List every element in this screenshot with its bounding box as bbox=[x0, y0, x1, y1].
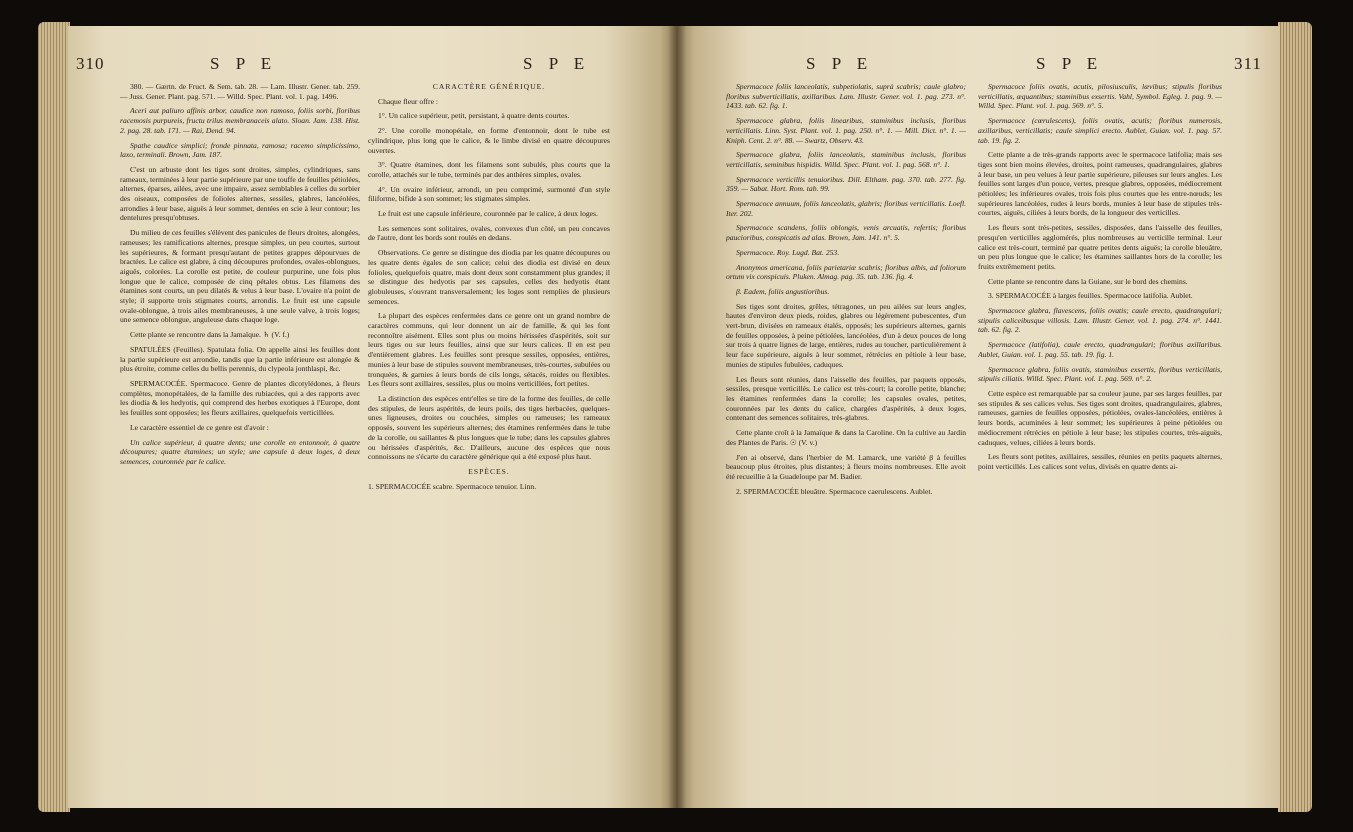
species-heading: ESPÈCES. bbox=[468, 466, 510, 476]
generic-character-heading: CARACTÈRE GÉNÉRIQUE. bbox=[432, 82, 546, 91]
paragraph: 1°. Un calice supérieur, petit, persistant, à quatre dents courtes. bbox=[378, 111, 570, 121]
left-page-number: 310 bbox=[76, 54, 105, 73]
right-head-title-1: S P E bbox=[806, 54, 874, 73]
paragraph: Les fleurs sont réunies, dans l'aisselle des feuilles, par paquets opposés, sessiles, presque verticillés. Le calice est très-court; la corolle petite, blanche; les étamines renfermées dans la corolle; les capsules ovales, petites, couronnées par les dents du calice, chargées d'aspérités, à deux loges, contenant des semences solitaires, très-glabres. bbox=[726, 374, 966, 423]
paragraph: Spermacoce annuum, foliis lanceolatis, glabris; floribus verticillatis. Loefl. Iter. 202. bbox=[726, 199, 966, 218]
paragraph: Spermacoce glabra, foliis lanceolatis, staminibus inclusis, floribus verticillatis, seminibus hispidis. Willd. Spec. Plant. vol. 1. pag. 568. n°. 1. bbox=[726, 150, 966, 169]
paragraph: Spermacoce foliis lanceolatis, subpetiolatis, suprà scabris; caule glabro; floribus subverticillatis, axillaribus. Lam. Illustr. Gener. vol. 1. pag. 273. n°. 1433. tab. 62. fig. 1. bbox=[726, 82, 966, 111]
paragraph: La plupart des espèces renfermées dans ce genre ont un grand nombre de caractères communs, qui leur donnent un air de famille, & qui les font reconnoître aisément. Elles sont plus ou moins hérissées d'aspérités, soit sur leurs tiges ou sur leurs feuilles, ainsi que sur leurs calices. Il en est peu d'entièrement glabres. Les feuilles sont presque sessiles, opposées, entières, munies à leur base de stipules souvent membraneuses, très-courtes, subulées ou tronquées, & garnies à leurs bords de cils longs, sétacés, roides ou flexibles. Les fleurs sont axillaires, sessiles, plus ou moins verticillées, fort petites. bbox=[368, 311, 610, 389]
left-running-head bbox=[68, 54, 668, 78]
paragraph: Spathe caudice simplici; fronde pinnata, ramosa; racemo simplicissimo, laxo, terminali. Brown, Jam. 187. bbox=[120, 140, 360, 160]
paragraph: Spermacoce foliis ovatis, acutis, pilosiusculis, lævibus; stipulis floribus verticillatis, æquantibus; staminibus exsertis. Vahl, Symbol. Egleg. 1. pag. 9. — Willd. Spec. Plant. vol. 1. pag. 569. n°. 5. bbox=[978, 82, 1222, 111]
right-column-2 bbox=[978, 82, 1222, 794]
paragraph: Spermacoce scandens, foliis oblongis, venis arcuatis, refertis; floribus paucioribus, conspicatis ad alas. Brown, Jam. 141. n°. 5. bbox=[726, 223, 966, 243]
left-head-title-1: S P E bbox=[210, 54, 278, 73]
paragraph: C'est un arbuste dont les tiges sont droites, simples, cylindriques, sans rameaux, terminées à leur partie supérieure par une touffe de feuilles pétiolées, alternes, éparses, ailées, avec une impaire, assez semblables à celles du sorbier des oiseaux, composées de folioles alternes, sessiles, glabres, lancéolées, arrondies à leur base, aiguës à leur sommet, dentées en scie à leur contour; les dentelures presqu'obtuses. bbox=[120, 164, 360, 223]
paragraph: SPERMACOCÉE. Spermacoce. Genre de plantes dicotylédones, à fleurs complètes, monopétalées, de la famille des rubiacées, qui a des rapports avec les diodia & les hedyotis, qui comprend des herbes exotiques à l'Europe, dont les feuilles sont opposées; les fleurs axillaires, quelquefois verticillées. bbox=[120, 378, 360, 418]
left-column-2 bbox=[368, 82, 610, 794]
paragraph: 4°. Un ovaire inférieur, arrondi, un peu comprimé, surmonté d'un style filiforme, bifide à son sommet; les stigmates simples. bbox=[368, 184, 610, 204]
book-gutter bbox=[668, 26, 686, 808]
paragraph: Le caractère essentiel de ce genre est d'avoir : bbox=[130, 422, 269, 432]
paragraph: Cette plante se rencontre dans la Guiane, sur le bord des chemins. bbox=[988, 276, 1188, 286]
paragraph: Spermacoce glabra, foliis ovatis, staminibus exsertis, floribus verticillatis, stipulis ciliatis. Willd. Spec. Plant. vol. 1. pag. 569. n°. 2. bbox=[978, 364, 1222, 384]
right-page bbox=[676, 26, 1280, 808]
paragraph: β. Eadem, foliis angustioribus. bbox=[736, 286, 830, 296]
left-page bbox=[68, 26, 678, 808]
paragraph: Aceri aut paliuro affinis arbor, caudice non ramoso, foliis sorbi, floribus racemosis purpureis, fructu trilus membranaceis alato. Sloan. Jam. 138. Hist. 2. pag. 28. tab. 171. — Rai, Dend. 94. bbox=[120, 106, 360, 135]
paragraph: Ses tiges sont droites, grêles, tétragones, un peu ailées sur leurs angles, hautes d'environ deux pieds, roides, glabres ou légèrement pubescentes, d'un vert-brun, divisées en rameaux étalés, opposés; les supérieurs alternes, garnis de feuilles opposées, à peine pétiolées, lancéolées, d'un à deux pouces de long sur trois à quatre lignes de large, entières, rudes au toucher, particulièrement à leur face supérieure, aiguës à leur sommet, rétrécies en pétiole à leur base, munies de stipules fubulées, caduques. bbox=[726, 301, 966, 369]
paragraph: 2°. Une corolle monopétale, en forme d'entonnoir, dont le tube est cylindrique, plus long que le calice, & le limbe divisé en quatre découpures ouvertes. bbox=[368, 126, 610, 155]
paragraph: Cette plante a de très-grands rapports avec le spermacoce latifolia; mais ses tiges sont bien moins élevées, droites, point rameuses, quadrangulaires, glabres à leur base, un peu velues à leur partie supérieure, pileuses sur leurs angles. Les feuilles sont larges d'un pouce, vertes, presque glabres, opposées, médiocrement pétiolées; les inférieures ovales, trois fois plus courtes que les entre-nœuds; les supérieures lancéolées, rudes à leurs bords, munies à leur base de stipules très-courtes, aiguës, ciliées à leurs bords, de la longueur des verticilles. bbox=[978, 150, 1222, 218]
paragraph: Spermacoce glabra, flavescens, foliis ovatis; caule erecto, quadrangulari; stipulis caliceibusque villosis. Lam. Illustr. Gener. vol. 1. pag. 274. n°. 1441. tab. 62. fig. 2. bbox=[978, 306, 1222, 335]
paragraph: J'en ai observé, dans l'herbier de M. Lamarck, une variété β à feuilles beaucoup plus étroites, plus distantes; à fleurs moins nombreuses. Elle avoit été recueillie à la Guadeloupe par M. Badier. bbox=[726, 452, 966, 481]
paragraph: Cette espèce est remarquable par sa couleur jaune, par ses larges feuilles, par ses stipules & ses calices velus. Ses tiges sont droites, quadrangulaires, glabres, rameuses, garnies de feuilles opposées, pétiolées, ovales-lancéolées, entières à leurs bords, acuminées à leur sommet; les supérieures à peine pétiolées ou médiocrement rétrécies en pétiole à leur base; les stipules courtes, très-aiguës, caduques, velues, ciliées à leurs bords. bbox=[978, 388, 1222, 447]
paragraph: Spermacoce (latifolia), caule erecto, quadrangulari; floribus axillaribus. Aublet, Guian. vol. 1. pag. 55. tab. 19. fig. 1. bbox=[978, 340, 1222, 359]
paragraph: Les fleurs sont petites, axillaires, sessiles, réunies en petits paquets alternes, point verticillés. Les calices sont velus, divisés en quatre dents ai- bbox=[978, 452, 1222, 471]
paragraph: 3°. Quatre étamines, dont les filamens sont subulés, plus courts que la corolle, attachés sur le tube, terminés par des anthères simples, ovales. bbox=[368, 160, 610, 179]
right-column-1 bbox=[726, 82, 966, 794]
paragraph: Un calice supérieur, à quatre dents; une corolle en entonnoir, à quatre découpures; quatre étamines; un style; une capsule à deux loges, à deux semences, couronnée par le calice. bbox=[120, 437, 360, 466]
right-running-head bbox=[676, 54, 1276, 78]
paragraph: Spermacoce. Roy. Lugd. Bat. 253. bbox=[736, 247, 840, 257]
paragraph: 380. — Gærtn. de Fruct. & Sem. tab. 28. — Lam. Illustr. Gener. tab. 259. — Juss. Gener. Plant. pag. 571. — Willd. Spec. Plant. vol. 1. pag. 1496. bbox=[120, 82, 360, 101]
paragraph: La distinction des espèces entr'elles se tire de la forme des feuilles, de celle des stipules, de leurs aspérités, de leurs poils, des tiges herbacées, quelques-unes ligneuses, droites ou couchées, simples ou rameuses; les rameaux opposés, souvent les supérieurs alternes; des étamines renfermées dans le tube de la corolle, ou saillantes & plus longues que le tube; dans les capsules glabres ou hérissées d'aspérités, &c. D'ailleurs, aucune des espèces que nous connoissons ne s'écarte du caractère générique qui a été exposé plus haut. bbox=[368, 393, 610, 462]
paragraph: Spermacoce (cœrulescens), foliis ovatis, acutis; floribus numerosis, axillaribus, verticillatis; caule simplici erecto. Aublet, Guian. vol. 1. pag. 57. tab. 19. fig. 2. bbox=[978, 116, 1222, 145]
right-page-edges bbox=[1278, 22, 1312, 812]
left-column-2-body bbox=[368, 97, 610, 462]
left-column-1 bbox=[120, 82, 360, 794]
left-head-title-2: S P E bbox=[523, 54, 591, 73]
paragraph: Les fleurs sont très-petites, sessiles, disposées, dans l'aisselle des feuilles, presqu'en verticilles agglomérés, plus nombreuses au verticille terminal. Leur calice est très-court, terminé par quatre petites dents aiguës; la corolle bleuâtre, un peu plus longue que le calice; les étamines saillantes hors de la corolle; les fruits extrêmement petits. bbox=[978, 223, 1222, 271]
paragraph: 3. SPERMACOCÉE à larges feuilles. Spermacoce latifolia. Aublet. bbox=[988, 291, 1193, 301]
right-head-title-2: S P E bbox=[1036, 54, 1104, 73]
species-entry: 1. SPERMACOCÉE scabre. Spermacoce tenuior. Linn. bbox=[368, 481, 537, 491]
paragraph: Chaque fleur offre : bbox=[378, 96, 438, 106]
paragraph: Du milieu de ces feuilles s'élèvent des panicules de fleurs droites, alongées, rameuses; les ramifications alternes, presque simples, un peu courtes, surtout les supérieures, & formant presqu'autant de petites grappes dépourvues de bractées. Le calice est glabre, à cinq découpures profondes, ovales-oblongues, aiguës, colorées. La corolle est petite, de couleur purpurine, une fois plus longue que le calice, composée de cinq pétales obtus. Les filamens des étamines sont courts, un peu dilatés & velus à leur base. L'ovaire n'a point de style; il supporte trois stigmates courts, arrondis. Le fruit est une capsule ovale-oblongue, à trois ailes membraneuses, à une seule valve, à trois loges; une semence oblongue, anguleuse dans chaque loge. bbox=[120, 228, 360, 325]
paragraph: Le fruit est une capsule inférieure, couronnée par le calice, à deux loges. bbox=[378, 209, 598, 219]
paragraph: Observations. Ce genre se distingue des diodia par les quatre découpures ou les quatre dents égales de son calice; celui des diodia est divisé en deux folioles, quelquefois quatre, mais dont deux sont constamment plus grandes; il se distingue des hedyotis par ses capsules, celles des hedyotis étant globuleuses, s'ouvrant transversalement; les loges sont remplies de plusieurs semences. bbox=[368, 248, 610, 306]
paragraph: Les semences sont solitaires, ovales, convexes d'un côté, un peu concaves de l'autre, dont les bords sont roulés en dedans. bbox=[368, 223, 610, 243]
paragraph: 2. SPERMACOCÉE bleuâtre. Spermacoce caerulescens. Aublet. bbox=[736, 486, 933, 496]
paragraph: Spermacoce glabra, foliis linearibus, staminibus inclusis, floribus verticillatis. Linn. Syst. Plant. vol. 1. pag. 250. n°. 1. — Mill. Dict. n°. 1. — Kniph. Cent. 2. n°. 88. — Swartz, Observ. 43. bbox=[726, 116, 966, 145]
paragraph: Cette plante croît à la Jamaïque & dans la Caroline. On la cultive au Jardin des Plantes de Paris. ☉ (V. v.) bbox=[726, 428, 966, 447]
left-page-edges bbox=[38, 22, 70, 812]
paragraph: Spermacoce verticillis tenuioribus. Dill. Eltham. pag. 370. tab. 277. fig. 359. — Sabat. Hort. Rom. tab. 99. bbox=[726, 174, 966, 194]
paragraph: SPATULÉES (Feuilles). Spatulata folia. On appelle ainsi les feuilles dont la partie supérieure est arrondie, tandis que la partie inférieure est alongée & plus étroite, comme celles du bellis perennis, du clypeola jonthlaspi, &c. bbox=[120, 344, 360, 374]
paragraph: Cette plante se rencontre dans la Jamaïque. ♄ (V. f.) bbox=[130, 330, 290, 340]
right-page-number: 311 bbox=[1234, 54, 1262, 73]
paragraph: Anonymos americana, foliis parietariæ scabris; floribus albis, ad foliorum ortum vix conspicuis. Pluken. Almag. pag. 35. tab. 136. fig. 4. bbox=[726, 262, 966, 282]
